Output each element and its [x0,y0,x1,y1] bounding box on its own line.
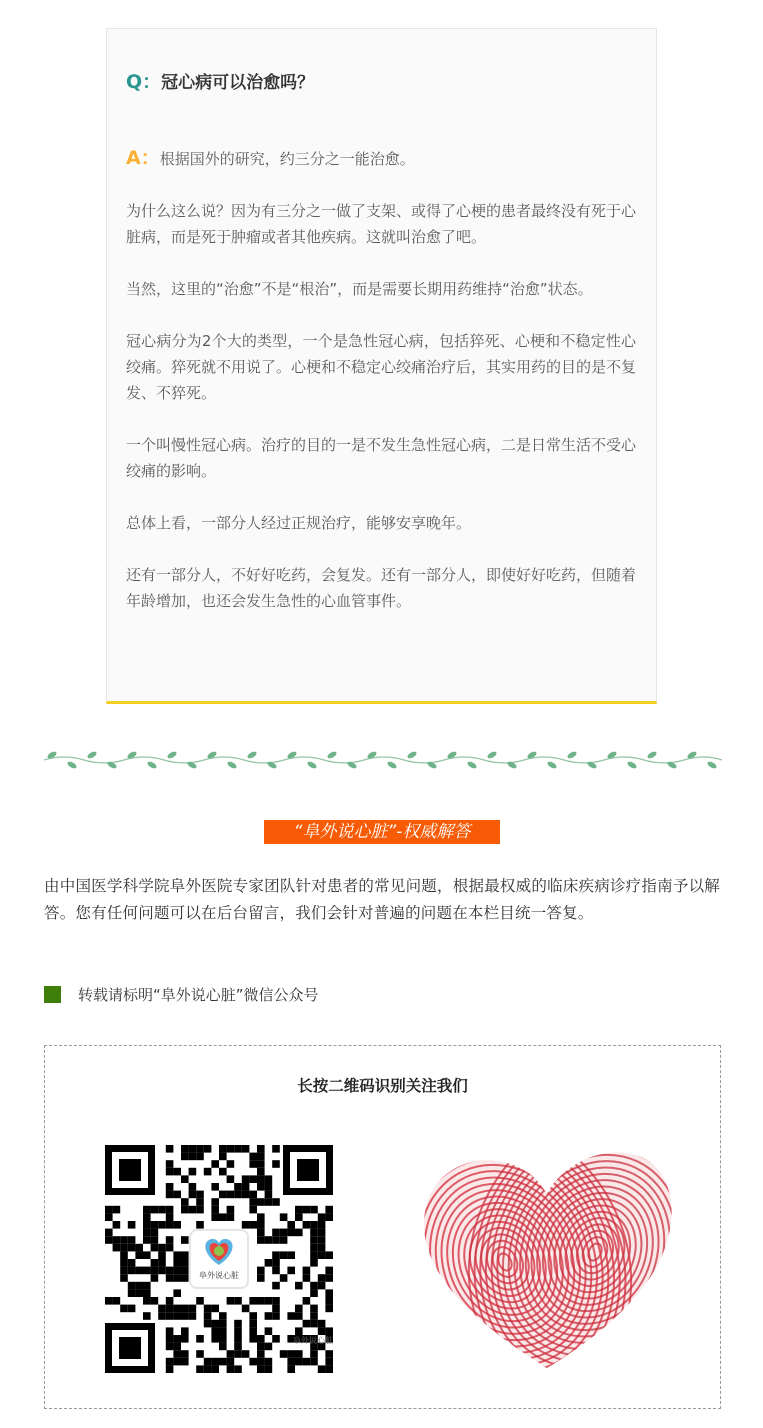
qr-caption: 阜外说心脏 [293,1336,333,1345]
answer-first-text: 根据国外的研究，约三分之一能治愈。 [159,150,415,168]
question-text: 冠心病可以治愈吗？ [161,73,315,93]
follow-title: 长按二维码识别关注我们 [297,1077,468,1095]
answer-paragraph: 一个叫慢性冠心病。治疗的目的一是不发生急性冠心病，二是日常生活不受心绞痛的影响。 [126,436,637,480]
qr-logo-text: 阜外说心脏 [199,1271,239,1280]
answer-paragraph: 还有一部分人，不好好吃药，会复发。还有一部分人，即使好好吃药，但随着年龄增加，也还会发生急性的心血管事件。 [126,566,637,610]
qr-logo [189,1229,249,1289]
green-square-icon [44,986,61,1003]
answer-paragraph: 为什么这么说？因为有三分之一做了支架、或得了心梗的患者最终没有死于心脏病，而是死于肿瘤或者其他疾病。这就叫治愈了吧。 [126,202,637,246]
heart-logo-icon [191,1231,247,1271]
question [126,69,636,96]
answer-label: A： [126,147,160,169]
fingerprint-heart-icon [417,1142,677,1378]
qa-card [106,28,657,704]
answer-paragraph: 总体上看，一部分人经过正规治疗，能够安享晚年。 [126,514,472,532]
follow-box [44,1045,721,1409]
vine-divider-icon [44,748,722,772]
repost-note [44,983,319,1005]
answer-paragraph: 当然，这里的“治愈”不是“根治”，而是需要长期用药维持“治愈”状态。 [126,280,593,298]
repost-text: 转载请标明“阜外说心脏”微信公众号 [78,985,319,1004]
section-tag: “阜外说心脏”-权威解答 [264,820,500,844]
intro-text: 由中国医学科学院阜外医院专家团队针对患者的常见问题，根据最权威的临床疾病诊疗指南予以解答。您有任何问题可以在后台留言，我们会针对普遍的问题在本栏目统一答复。 [44,877,720,922]
answer-first [126,145,636,172]
question-label: Q： [126,71,162,93]
answer-paragraph: 冠心病分为2个大的类型，一个是急性冠心病，包括猝死、心梗和不稳定性心绞痛。猝死就不用说了。心梗和不稳定心绞痛治疗后，其实用药的目的是不复发、不猝死。 [126,332,637,402]
